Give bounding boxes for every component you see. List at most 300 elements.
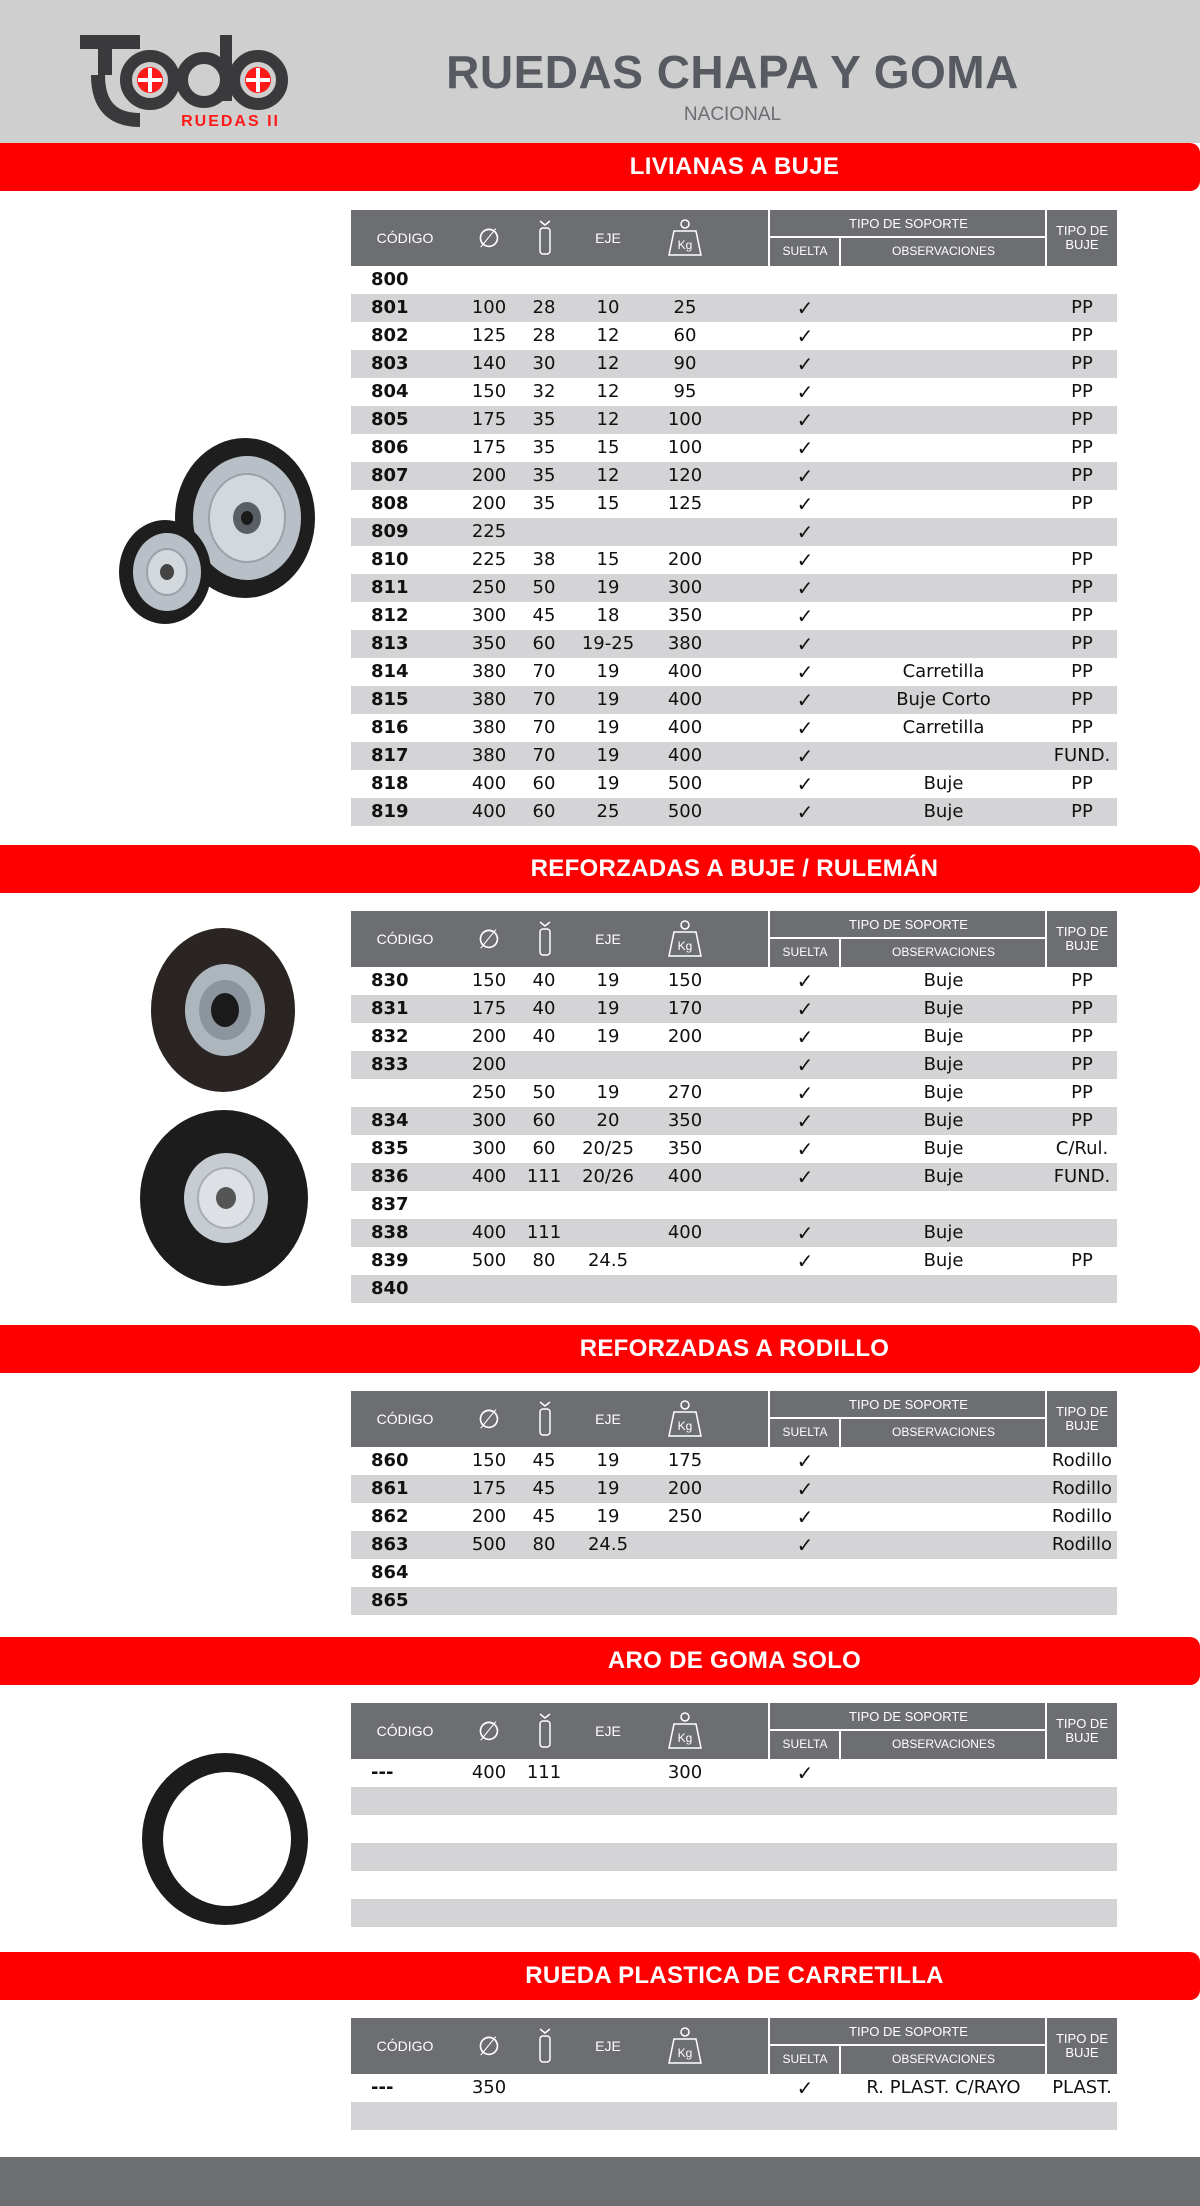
cell-diametro: 400 — [471, 801, 507, 822]
cell-tipo-buje: PP — [1071, 633, 1093, 654]
cell-eje: 18 — [596, 605, 620, 626]
diameter-icon: ∅ — [477, 923, 501, 954]
cell-tipo-buje — [1047, 266, 1117, 294]
table-header — [351, 1391, 1117, 1447]
cell-suelta — [770, 1899, 840, 1927]
cell-ancho: 45 — [532, 1506, 556, 1527]
cell-eje — [569, 2102, 647, 2130]
cell-codigo: 863 — [371, 1534, 409, 1555]
table-row — [351, 714, 1117, 742]
table-row — [351, 1219, 1117, 1247]
cell-ancho — [519, 1587, 569, 1615]
cell-carga: 400 — [667, 1166, 703, 1187]
divider — [770, 2044, 1047, 2046]
cell-tipo-buje: PP — [1071, 1250, 1093, 1271]
cell-eje: 15 — [596, 437, 620, 458]
cell-eje: 10 — [596, 297, 620, 318]
cell-eje: 20/26 — [582, 1166, 634, 1187]
todo-ruedas-logo — [80, 30, 290, 130]
divider — [770, 236, 1047, 238]
cell-tipo-buje — [1047, 1191, 1117, 1219]
weight-kg-icon — [649, 2018, 721, 2074]
cell-eje — [569, 1275, 647, 1303]
cell-eje: 19 — [596, 773, 620, 794]
cell-observaciones — [840, 490, 1047, 518]
cell-tipo-buje: PP — [1071, 325, 1093, 346]
cell-carga: 25 — [673, 297, 697, 318]
cell-tipo-buje: PP — [1071, 801, 1093, 822]
cell-codigo — [371, 1899, 451, 1927]
cell-codigo: 812 — [371, 605, 409, 626]
cell-carga: 500 — [667, 773, 703, 794]
cell-carga: 300 — [667, 1762, 703, 1783]
cell-eje: 20 — [596, 1110, 620, 1131]
cell-tipo-buje: PP — [1071, 689, 1093, 710]
cell-suelta: ✓ — [796, 716, 814, 740]
cell-observaciones — [840, 322, 1047, 350]
cell-diametro — [459, 1843, 519, 1871]
cell-ancho — [519, 1051, 569, 1079]
divider — [768, 1703, 770, 1759]
header-tipo-buje: TIPO DE BUJE — [1055, 2031, 1108, 2060]
cell-carga — [649, 1899, 721, 1927]
cell-tipo-buje: Rodillo — [1051, 1534, 1113, 1555]
cell-carga: 350 — [667, 1138, 703, 1159]
cell-eje: 12 — [596, 465, 620, 486]
cell-carga: 400 — [667, 1222, 703, 1243]
cell-suelta — [770, 1871, 840, 1899]
cell-carga: 380 — [667, 633, 703, 654]
section-title: REFORZADAS A BUJE / RULEMÁN — [530, 855, 939, 882]
cell-suelta: ✓ — [796, 1505, 814, 1529]
cell-codigo — [371, 1871, 451, 1899]
cell-tipo-buje: Rodillo — [1051, 1506, 1113, 1527]
cell-eje — [569, 1051, 647, 1079]
cell-codigo: 806 — [371, 437, 409, 458]
cell-diametro: 400 — [471, 773, 507, 794]
table-row — [351, 2074, 1117, 2102]
cell-ancho: 40 — [532, 998, 556, 1019]
cell-codigo: 865 — [371, 1590, 409, 1611]
cell-tipo-buje: FUND. — [1053, 745, 1111, 766]
cell-observaciones — [840, 350, 1047, 378]
cell-ancho — [519, 266, 569, 294]
cell-suelta: ✓ — [796, 997, 814, 1021]
cell-diametro: 400 — [471, 1762, 507, 1783]
header-tipo-buje: TIPO DE BUJE — [1055, 1716, 1108, 1745]
cell-eje: 12 — [596, 325, 620, 346]
wheel-width-icon — [521, 210, 569, 266]
cell-eje: 19 — [596, 998, 620, 1019]
cell-suelta: ✓ — [796, 744, 814, 768]
cell-observaciones — [840, 1531, 1047, 1559]
cell-eje: 19 — [596, 1478, 620, 1499]
cell-diametro — [459, 2102, 519, 2130]
cell-observaciones: Buje — [923, 1110, 964, 1131]
table-row — [351, 322, 1117, 350]
cell-eje: 12 — [596, 409, 620, 430]
diameter-icon: ∅ — [477, 2030, 501, 2061]
cell-codigo: 861 — [371, 1478, 409, 1499]
cell-suelta: ✓ — [796, 1761, 814, 1785]
cell-carga: 100 — [667, 437, 703, 458]
cell-ancho: 50 — [532, 1082, 556, 1103]
cell-ancho — [519, 2074, 569, 2102]
cell-carga — [649, 1531, 721, 1559]
cell-codigo: 802 — [371, 325, 409, 346]
diameter-icon: ∅ — [477, 1403, 501, 1434]
cell-tipo-buje — [1047, 518, 1117, 546]
divider — [839, 236, 841, 266]
cell-observaciones — [840, 1843, 1047, 1871]
cell-ancho: 35 — [532, 437, 556, 458]
cell-tipo-buje: PP — [1071, 605, 1093, 626]
kg-label: Kg — [677, 939, 693, 953]
cell-codigo — [371, 1843, 451, 1871]
cell-carga — [649, 1051, 721, 1079]
divider — [768, 2018, 770, 2074]
cell-diametro: 350 — [471, 633, 507, 654]
cell-diametro: 300 — [471, 1110, 507, 1131]
cell-eje: 19 — [596, 970, 620, 991]
cell-codigo — [371, 1079, 451, 1107]
cell-tipo-buje: PP — [1071, 381, 1093, 402]
header-tipo-soporte: TIPO DE SOPORTE — [849, 916, 968, 932]
cell-ancho: 60 — [532, 773, 556, 794]
cell-eje — [569, 1843, 647, 1871]
divider — [839, 1729, 841, 1759]
cell-tipo-buje: PP — [1071, 717, 1093, 738]
cell-tipo-buje: PP — [1071, 1054, 1093, 1075]
cell-eje — [569, 1871, 647, 1899]
header-codigo: CÓDIGO — [376, 1411, 434, 1427]
cell-tipo-buje: C/Rul. — [1055, 1138, 1109, 1159]
cell-codigo: 834 — [371, 1110, 409, 1131]
cell-carga: 200 — [667, 549, 703, 570]
wheel-width-icon — [521, 2018, 569, 2074]
cell-carga: 400 — [667, 745, 703, 766]
cell-observaciones — [840, 266, 1047, 294]
header-observaciones: OBSERVACIONES — [892, 945, 995, 959]
cell-diametro: 380 — [471, 745, 507, 766]
section-banner — [0, 845, 1200, 893]
cell-tipo-buje: PP — [1071, 493, 1093, 514]
cell-eje: 12 — [596, 353, 620, 374]
cell-diametro: 150 — [471, 381, 507, 402]
cell-tipo-buje: PP — [1071, 1082, 1093, 1103]
cell-ancho: 40 — [532, 970, 556, 991]
cell-eje: 24.5 — [587, 1534, 629, 1555]
cell-observaciones — [840, 1871, 1047, 1899]
cell-tipo-buje: PP — [1071, 577, 1093, 598]
cell-ancho — [519, 2102, 569, 2130]
cell-tipo-buje — [1047, 1871, 1117, 1899]
weight-kg-icon — [649, 210, 721, 266]
weight-kg-icon — [649, 1703, 721, 1759]
cell-observaciones: Buje Corto — [896, 689, 991, 710]
cell-suelta — [770, 1787, 840, 1815]
page-footer — [0, 2157, 1200, 2206]
cell-carga — [649, 1275, 721, 1303]
table-row — [351, 378, 1117, 406]
cell-carga: 175 — [667, 1450, 703, 1471]
cell-suelta: ✓ — [796, 296, 814, 320]
cell-codigo: 810 — [371, 549, 409, 570]
divider — [1045, 1703, 1047, 1759]
table-row — [351, 1815, 1117, 1843]
cell-diametro: 380 — [471, 661, 507, 682]
cell-suelta: ✓ — [796, 688, 814, 712]
cell-eje: 12 — [596, 381, 620, 402]
table-row — [351, 1079, 1117, 1107]
cell-ancho: 28 — [532, 297, 556, 318]
cell-ancho: 80 — [532, 1250, 556, 1271]
cell-observaciones — [840, 1191, 1047, 1219]
cell-eje: 19 — [596, 661, 620, 682]
cell-diametro — [459, 1871, 519, 1899]
table-row — [351, 602, 1117, 630]
product-table — [351, 1391, 1117, 1615]
cell-suelta: ✓ — [796, 520, 814, 544]
cell-observaciones — [840, 1587, 1047, 1615]
cell-carga: 270 — [667, 1082, 703, 1103]
table-row — [351, 1843, 1117, 1871]
cell-tipo-buje: Rodillo — [1051, 1450, 1113, 1471]
table-row — [351, 1587, 1117, 1615]
header-tipo-buje: TIPO DE BUJE — [1055, 223, 1108, 252]
cell-observaciones — [840, 294, 1047, 322]
cell-carga: 125 — [667, 493, 703, 514]
cell-diametro: 300 — [471, 1138, 507, 1159]
cell-codigo: --- — [371, 2077, 394, 2098]
table-header — [351, 911, 1117, 967]
cell-tipo-buje: PP — [1071, 1110, 1093, 1131]
cell-carga: 300 — [667, 577, 703, 598]
cell-ancho: 38 — [532, 549, 556, 570]
cell-tipo-buje: PP — [1071, 297, 1093, 318]
header-eje: EJE — [595, 230, 621, 246]
cell-suelta: ✓ — [796, 548, 814, 572]
cell-ancho — [519, 1899, 569, 1927]
cell-diametro: 140 — [471, 353, 507, 374]
cell-eje: 19 — [596, 577, 620, 598]
cell-diametro: 200 — [471, 493, 507, 514]
cell-codigo: 837 — [371, 1194, 409, 1215]
cell-ancho: 45 — [532, 1478, 556, 1499]
cell-observaciones — [840, 406, 1047, 434]
table-row — [351, 1503, 1117, 1531]
wheel-width-icon — [521, 1703, 569, 1759]
cell-ancho: 60 — [532, 801, 556, 822]
cell-observaciones: Buje — [923, 773, 964, 794]
cell-ancho — [519, 1843, 569, 1871]
cell-diametro: 250 — [471, 577, 507, 598]
header-eje: EJE — [595, 1723, 621, 1739]
cell-tipo-buje — [1047, 1815, 1117, 1843]
header-suelta: SUELTA — [782, 1737, 828, 1751]
table-row — [351, 406, 1117, 434]
cell-codigo: 800 — [371, 269, 409, 290]
cell-observaciones — [840, 1447, 1047, 1475]
header-eje: EJE — [595, 931, 621, 947]
table-row — [351, 686, 1117, 714]
cell-observaciones — [840, 518, 1047, 546]
cell-codigo: 805 — [371, 409, 409, 430]
header-codigo: CÓDIGO — [376, 931, 434, 947]
section-banner — [0, 1952, 1200, 2000]
cell-observaciones — [840, 574, 1047, 602]
cell-codigo — [371, 2102, 451, 2130]
header-eje: EJE — [595, 2038, 621, 2054]
cell-observaciones — [840, 1899, 1047, 1927]
header-suelta: SUELTA — [782, 244, 828, 258]
cell-tipo-buje: PLAST. — [1052, 2077, 1112, 2098]
table-row — [351, 294, 1117, 322]
cell-tipo-buje: PP — [1071, 970, 1093, 991]
header-codigo: CÓDIGO — [376, 2038, 434, 2054]
cell-observaciones — [840, 1787, 1047, 1815]
product-table — [351, 210, 1117, 826]
reinforced-wheel-photo-2 — [138, 1108, 310, 1288]
table-row — [351, 658, 1117, 686]
table-row — [351, 2102, 1117, 2130]
cell-codigo: 832 — [371, 1026, 409, 1047]
cell-eje: 25 — [596, 801, 620, 822]
cell-codigo: 831 — [371, 998, 409, 1019]
cell-observaciones — [840, 546, 1047, 574]
logo-subtext: RUEDAS II — [181, 113, 280, 130]
header-tipo-buje: TIPO DE BUJE — [1055, 924, 1108, 953]
cell-eje: 19 — [596, 1506, 620, 1527]
cell-eje: 19 — [596, 1026, 620, 1047]
product-table — [351, 911, 1117, 1303]
cell-tipo-buje — [1047, 2102, 1117, 2130]
cell-suelta: ✓ — [796, 632, 814, 656]
cell-observaciones: Buje — [923, 1082, 964, 1103]
cell-suelta: ✓ — [796, 1533, 814, 1557]
cell-diametro: 400 — [471, 1222, 507, 1243]
table-row — [351, 462, 1117, 490]
table-row — [351, 1247, 1117, 1275]
cell-diametro: 500 — [471, 1534, 507, 1555]
header-observaciones: OBSERVACIONES — [892, 2052, 995, 2066]
cell-ancho: 70 — [532, 745, 556, 766]
rubber-ring-photo — [140, 1752, 310, 1927]
cell-codigo — [371, 1815, 451, 1843]
divider — [839, 1417, 841, 1447]
weight-kg-icon — [649, 1391, 721, 1447]
cell-diametro: 200 — [471, 465, 507, 486]
header-eje: EJE — [595, 1411, 621, 1427]
cell-carga — [649, 1559, 721, 1587]
cell-diametro — [459, 1191, 519, 1219]
divider — [768, 1391, 770, 1447]
cell-diametro: 175 — [471, 998, 507, 1019]
cell-observaciones — [840, 378, 1047, 406]
product-table — [351, 2018, 1117, 2130]
cell-suelta — [770, 1275, 840, 1303]
table-row — [351, 1759, 1117, 1787]
cell-observaciones — [840, 742, 1047, 770]
table-row — [351, 490, 1117, 518]
cell-codigo: 819 — [371, 801, 409, 822]
table-row — [351, 1275, 1117, 1303]
cell-carga — [649, 1815, 721, 1843]
cell-codigo: 808 — [371, 493, 409, 514]
cell-carga: 200 — [667, 1026, 703, 1047]
cell-ancho: 32 — [532, 381, 556, 402]
cell-diametro: 200 — [471, 1506, 507, 1527]
cell-observaciones — [840, 630, 1047, 658]
divider — [1045, 2018, 1047, 2074]
cell-ancho: 60 — [532, 1138, 556, 1159]
cell-observaciones: Buje — [923, 998, 964, 1019]
header-tipo-soporte: TIPO DE SOPORTE — [849, 2023, 968, 2039]
divider — [1045, 1391, 1047, 1447]
cell-tipo-buje: Rodillo — [1051, 1478, 1113, 1499]
cell-ancho — [519, 1815, 569, 1843]
cell-codigo: 839 — [371, 1250, 409, 1271]
header-observaciones: OBSERVACIONES — [892, 244, 995, 258]
table-row — [351, 1191, 1117, 1219]
cell-tipo-buje: PP — [1071, 353, 1093, 374]
cell-codigo: 817 — [371, 745, 409, 766]
reinforced-wheel-photo-1 — [148, 925, 298, 1095]
cell-ancho: 70 — [532, 717, 556, 738]
table-row — [351, 350, 1117, 378]
cell-suelta: ✓ — [796, 492, 814, 516]
cell-codigo: 807 — [371, 465, 409, 486]
cell-diametro: 380 — [471, 689, 507, 710]
header-tipo-soporte: TIPO DE SOPORTE — [849, 215, 968, 231]
cell-carga — [649, 2074, 721, 2102]
cell-diametro: 225 — [471, 549, 507, 570]
cell-carga: 350 — [667, 605, 703, 626]
cell-observaciones: Carretilla — [902, 717, 985, 738]
cell-diametro — [459, 1275, 519, 1303]
cell-eje: 20/25 — [582, 1138, 634, 1159]
cell-diametro — [459, 1587, 519, 1615]
cell-eje: 19 — [596, 1450, 620, 1471]
cell-ancho: 35 — [532, 465, 556, 486]
header-suelta: SUELTA — [782, 2052, 828, 2066]
cell-ancho: 35 — [532, 493, 556, 514]
cell-observaciones: Buje — [923, 1222, 964, 1243]
header-observaciones: OBSERVACIONES — [892, 1425, 995, 1439]
cell-suelta: ✓ — [796, 324, 814, 348]
cell-suelta — [770, 1191, 840, 1219]
cell-ancho: 40 — [532, 1026, 556, 1047]
table-row — [351, 798, 1117, 826]
header-observaciones: OBSERVACIONES — [892, 1737, 995, 1751]
cell-codigo: 801 — [371, 297, 409, 318]
divider — [770, 1729, 1047, 1731]
table-row — [351, 1107, 1117, 1135]
table-header — [351, 210, 1117, 266]
cell-carga: 400 — [667, 689, 703, 710]
cell-diametro: 300 — [471, 605, 507, 626]
cell-diametro — [459, 1899, 519, 1927]
table-row — [351, 770, 1117, 798]
table-row — [351, 434, 1117, 462]
kg-label: Kg — [677, 1731, 693, 1745]
cell-codigo: 836 — [371, 1166, 409, 1187]
cell-codigo: 860 — [371, 1450, 409, 1471]
cell-tipo-buje: PP — [1071, 1026, 1093, 1047]
cell-codigo: 811 — [371, 577, 409, 598]
cell-tipo-buje: PP — [1071, 998, 1093, 1019]
cell-suelta — [770, 1815, 840, 1843]
